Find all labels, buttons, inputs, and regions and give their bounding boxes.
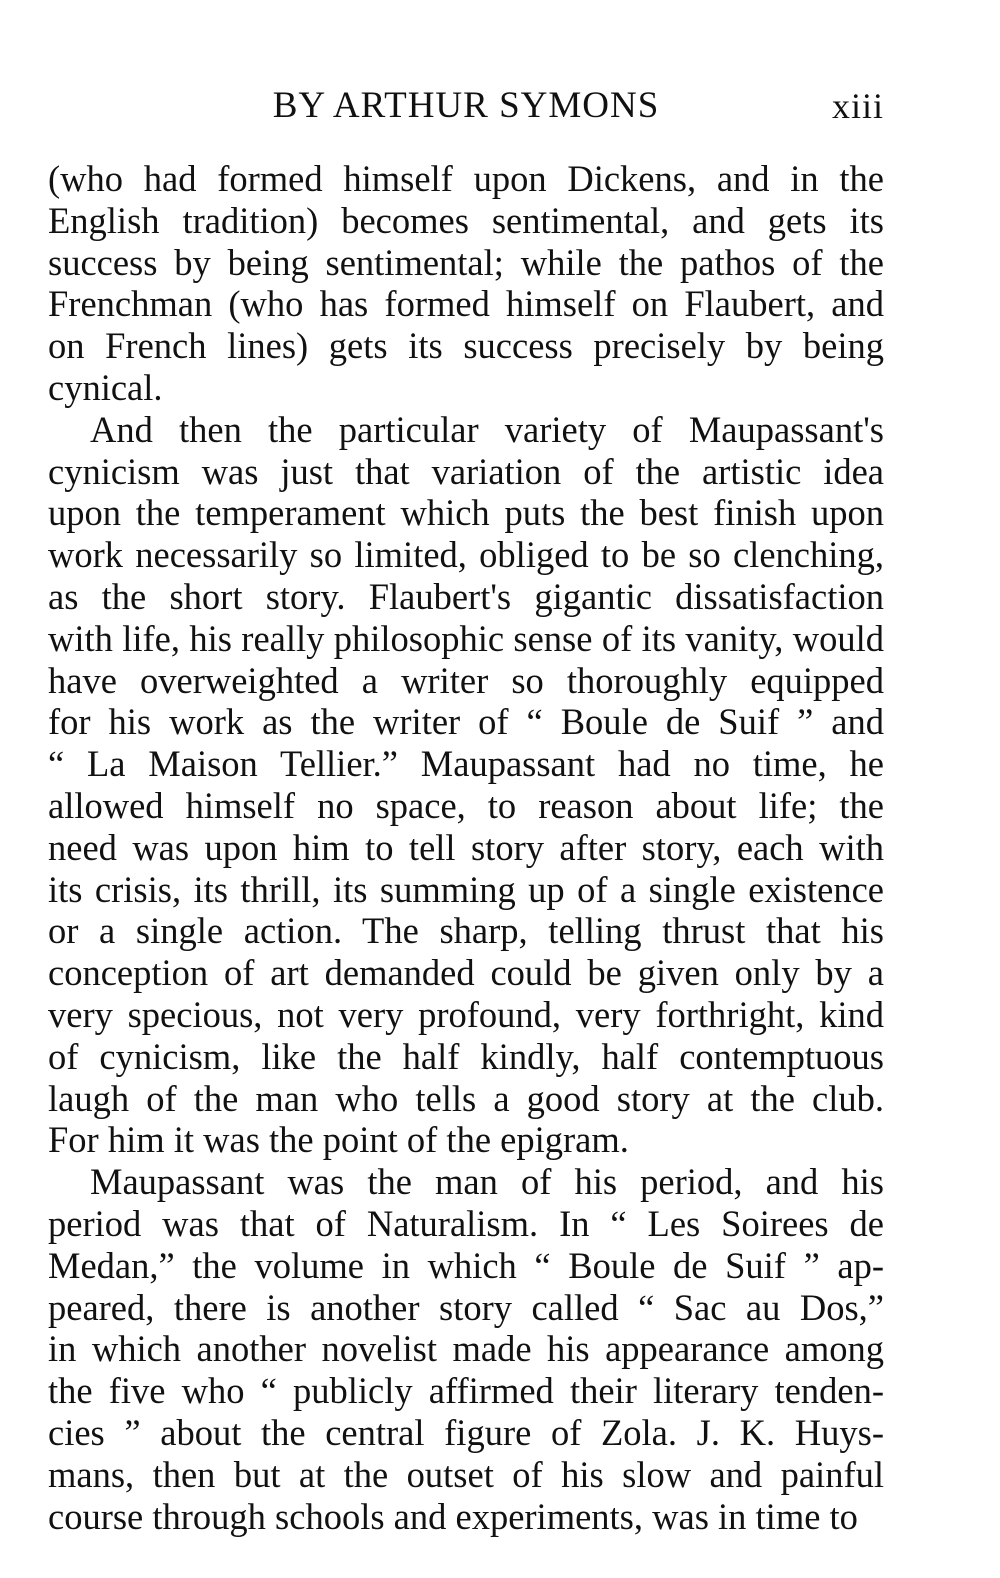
- text-line: cies ” about the central figure of Zola. J. K. Huys-: [48, 1411, 884, 1453]
- text-line: for his work as the writer of “ Boule de Suif ” and: [48, 701, 884, 743]
- text-line: have overweighted a writer so thoroughly equipped: [48, 659, 884, 701]
- text-line: or a single action. The sharp, telling thrust that his: [48, 910, 884, 952]
- text-line: need was upon him to tell story after story, each with: [48, 826, 884, 868]
- text-line: very specious, not very profound, very forthright, kind: [48, 993, 884, 1035]
- text-line: Frenchman (who has formed himself on Flaubert, and: [48, 283, 884, 325]
- page-number: xiii: [831, 86, 884, 126]
- paragraph: [48, 1161, 884, 1537]
- paragraph: [48, 158, 884, 409]
- text-line: in which another novelist made his appearance among: [48, 1328, 884, 1370]
- text-line: Medan,” the volume in which “ Boule de Suif ” ap-: [48, 1244, 884, 1286]
- text-line: work necessarily so limited, obliged to be so clenching,: [48, 534, 884, 576]
- text-line: the five who “ publicly affirmed their literary tenden-: [48, 1370, 884, 1412]
- text-line: mans, then but at the outset of his slow and painful: [48, 1453, 884, 1495]
- text-line: conception of art demanded could be given only by a: [48, 952, 884, 994]
- text-line: Maupassant was the man of his period, and his: [90, 1161, 884, 1203]
- text-line: course through schools and experiments, was in time to: [48, 1495, 858, 1537]
- text-line: allowed himself no space, to reason about life; the: [48, 784, 884, 826]
- text-line: cynical.: [48, 366, 163, 408]
- body-text: [48, 158, 884, 1537]
- text-line: on French lines) gets its success precisely by being: [48, 325, 884, 367]
- text-line: with life, his really philosophic sense of its vanity, would: [48, 617, 884, 659]
- text-line: “ La Maison Tellier.” Maupassant had no time, he: [48, 743, 884, 785]
- text-line: period was that of Naturalism. In “ Les Soirees de: [48, 1202, 884, 1244]
- text-line: peared, there is another story called “ Sac au Dos,”: [48, 1286, 884, 1328]
- text-line: as the short story. Flaubert's gigantic dissatisfaction: [48, 575, 884, 617]
- text-line: cynicism was just that variation of the artistic idea: [48, 450, 884, 492]
- paragraph: [48, 409, 884, 1161]
- text-line: For him it was the point of the epigram.: [48, 1119, 629, 1161]
- text-line: success by being sentimental; while the pathos of the: [48, 241, 884, 283]
- running-head: [48, 82, 884, 130]
- running-title: BY ARTHUR SYMONS: [272, 85, 660, 126]
- text-line: upon the temperament which puts the best finish upon: [48, 492, 884, 534]
- text-line: of cynicism, like the half kindly, half contemptuous: [48, 1035, 884, 1077]
- text-line: And then the particular variety of Maupassant's: [90, 408, 884, 450]
- text-line: laugh of the man who tells a good story at the club.: [48, 1077, 884, 1119]
- text-line: English tradition) becomes sentimental, and gets its: [48, 199, 884, 241]
- text-line: (who had formed himself upon Dickens, and in the: [48, 158, 884, 199]
- text-line: its crisis, its thrill, its summing up of a single existence: [48, 868, 884, 910]
